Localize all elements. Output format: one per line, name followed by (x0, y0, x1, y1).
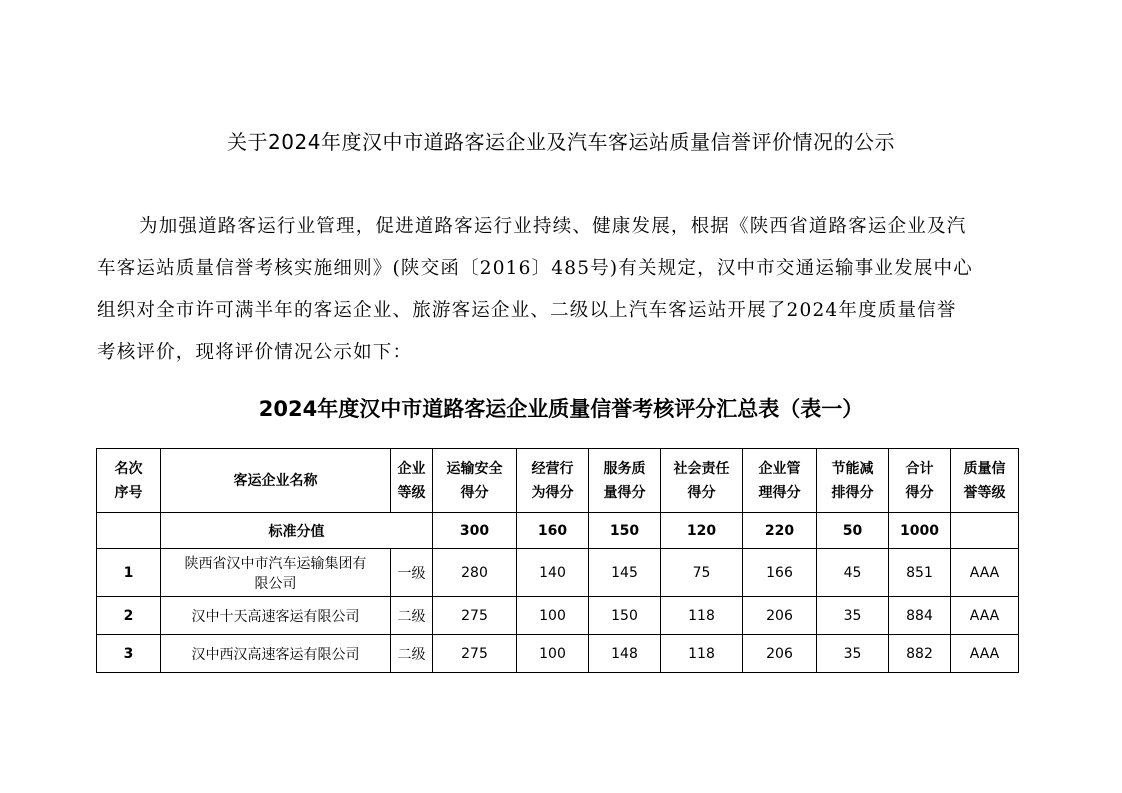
standard-social: 120 (661, 513, 743, 549)
standard-label: 标准分值 (161, 513, 433, 549)
table-row (97, 635, 1019, 673)
row-total: 882 (889, 635, 951, 673)
row-company-name: 汉中十天高速客运有限公司 (161, 597, 391, 635)
row-safety: 275 (433, 635, 517, 673)
header-name: 客运企业名称 (161, 449, 391, 513)
table-row (97, 597, 1019, 635)
header-social: 社会责任 得分 (661, 449, 743, 513)
row-grade: AAA (951, 635, 1019, 673)
header-grade: 质量信 誉等级 (951, 449, 1019, 513)
row-management: 206 (743, 635, 817, 673)
row-level: 一级 (391, 549, 433, 597)
standard-service: 150 (589, 513, 661, 549)
row-management: 206 (743, 597, 817, 635)
row-social: 75 (661, 549, 743, 597)
row-seq: 3 (97, 635, 161, 673)
row-safety: 280 (433, 549, 517, 597)
row-grade: AAA (951, 597, 1019, 635)
standard-row (97, 513, 1019, 549)
row-energy: 35 (817, 597, 889, 635)
standard-total: 1000 (889, 513, 951, 549)
standard-operation: 160 (517, 513, 589, 549)
row-service: 145 (589, 549, 661, 597)
table-row (97, 549, 1019, 597)
row-social: 118 (661, 597, 743, 635)
paragraph-line-3: 组织对全市许可满半年的客运企业、旅游客运企业、二级以上汽车客运站开展了2024年度质量信誉 (97, 300, 957, 321)
row-energy: 35 (817, 635, 889, 673)
row-operation: 100 (517, 597, 589, 635)
header-operation: 经营行 为得分 (517, 449, 589, 513)
row-operation: 140 (517, 549, 589, 597)
row-total: 884 (889, 597, 951, 635)
header-row (97, 449, 1019, 513)
row-service: 150 (589, 597, 661, 635)
row-company-name: 汉中西汉高速客运有限公司 (161, 635, 391, 673)
header-management: 企业管 理得分 (743, 449, 817, 513)
header-energy: 节能减 排得分 (817, 449, 889, 513)
standard-energy: 50 (817, 513, 889, 549)
row-service: 148 (589, 635, 661, 673)
row-safety: 275 (433, 597, 517, 635)
row-level: 二级 (391, 597, 433, 635)
row-total: 851 (889, 549, 951, 597)
paragraph-line-4: 考核评价，现将评价情况公示如下： (97, 342, 413, 363)
header-level: 企业 等级 (391, 449, 433, 513)
standard-management: 220 (743, 513, 817, 549)
paragraph-line-2: 车客运站质量信誉考核实施细则》(陕交函〔2016〕485号)有关规定，汉中市交通运输事业发展中心 (97, 258, 973, 279)
score-summary-table (96, 448, 1019, 673)
row-management: 166 (743, 549, 817, 597)
row-seq: 2 (97, 597, 161, 635)
row-company-name: 陕西省汉中市汽车运输集团有 限公司 (161, 549, 391, 597)
header-seq: 名次 序号 (97, 449, 161, 513)
paragraph-line-1: 为加强道路客运行业管理，促进道路客运行业持续、健康发展，根据《陕西省道路客运企业及汽 (139, 216, 967, 237)
table-title: 2024年度汉中市道路客运企业质量信誉考核评分汇总表（表一） (258, 397, 864, 421)
intro-paragraph (97, 206, 1027, 374)
document-title: 关于2024年度汉中市道路客运企业及汽车客运站质量信誉评价情况的公示 (227, 130, 895, 154)
row-energy: 45 (817, 549, 889, 597)
row-seq: 1 (97, 549, 161, 597)
row-operation: 100 (517, 635, 589, 673)
standard-safety: 300 (433, 513, 517, 549)
header-service: 服务质 量得分 (589, 449, 661, 513)
row-level: 二级 (391, 635, 433, 673)
header-safety: 运输安全 得分 (433, 449, 517, 513)
row-social: 118 (661, 635, 743, 673)
row-grade: AAA (951, 549, 1019, 597)
header-total: 合计 得分 (889, 449, 951, 513)
